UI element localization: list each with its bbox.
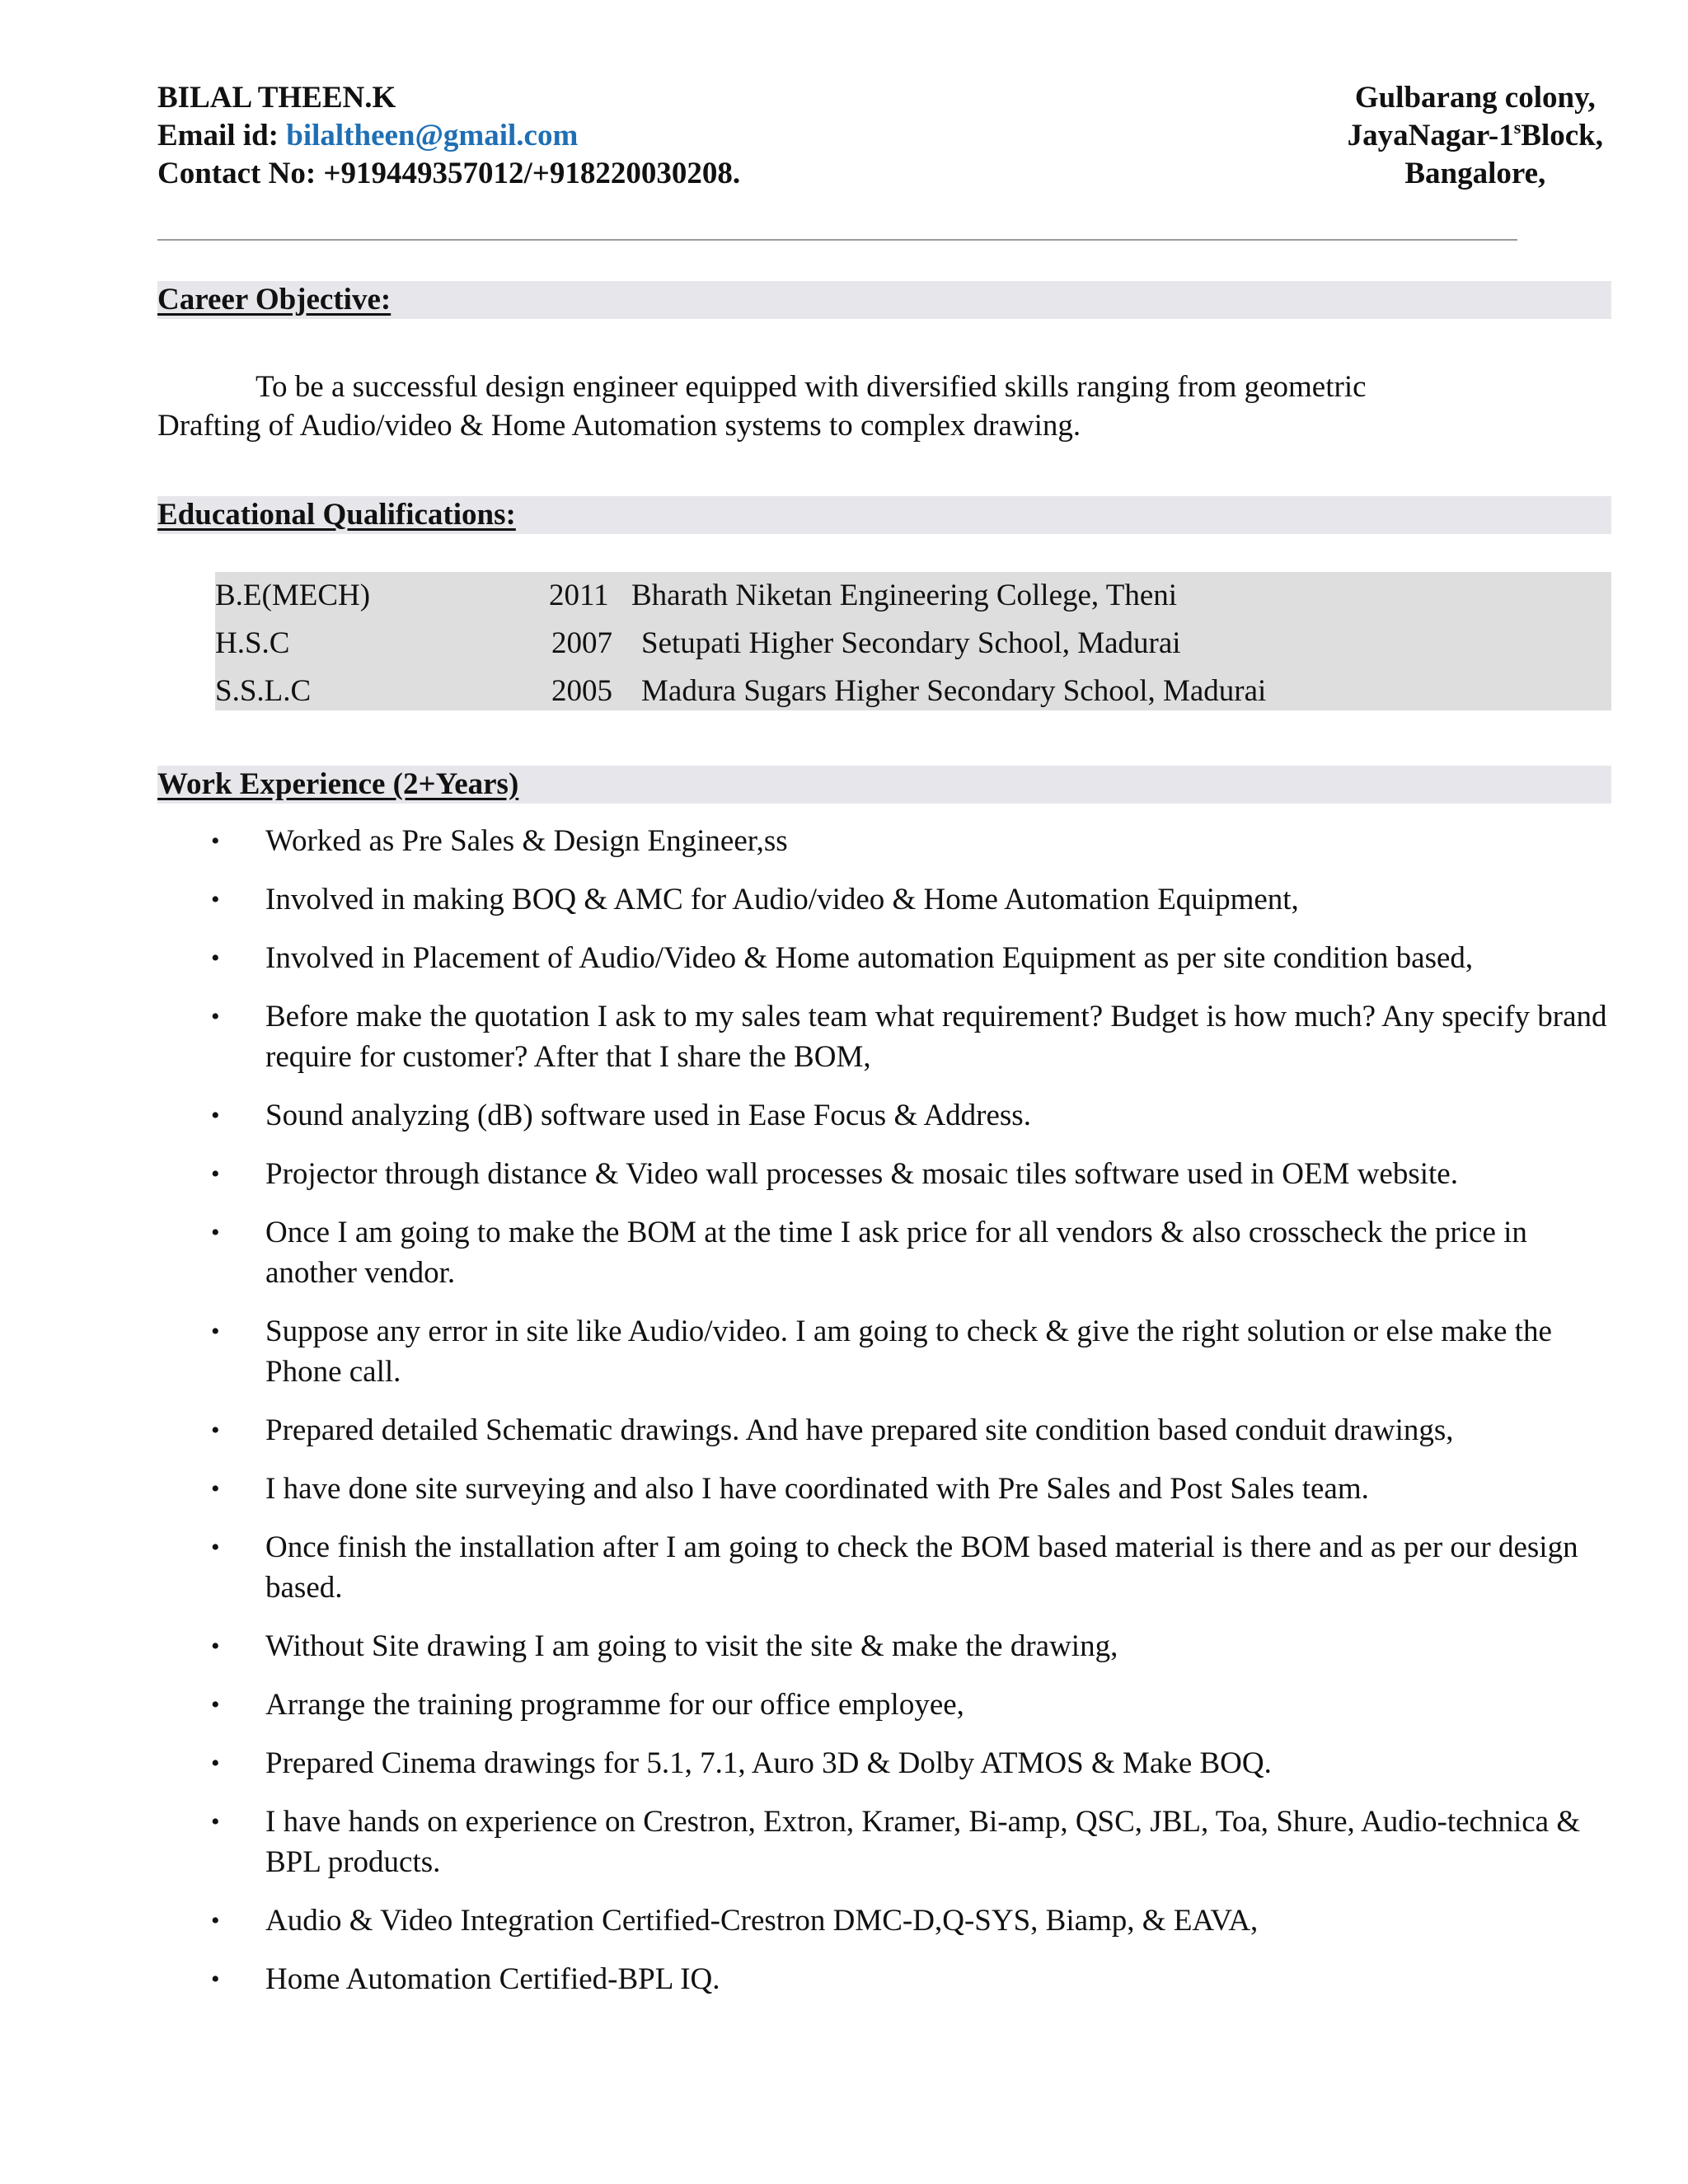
education-title: Educational Qualifications: <box>157 498 516 532</box>
list-item-text: Home Automation Certified-BPL IQ. <box>265 1962 720 1996</box>
address-line-2-text: JayaNagar-1 <box>1347 119 1514 152</box>
address-line-2 <box>1348 117 1603 155</box>
bullet-icon: • <box>211 1808 220 1835</box>
bullet-icon: • <box>211 1417 220 1444</box>
list-item <box>157 1095 1608 1136</box>
education-table <box>215 572 1611 710</box>
email-label: Email id: <box>157 119 287 152</box>
address-line-2-block: Block, <box>1521 119 1603 152</box>
degree: H.S.C <box>215 626 290 660</box>
list-item-text: I have hands on experience on Crestron, Extron, Kramer, Bi-amp, QSC, JBL, Toa, Shure, Audio-technica & BPL products. <box>265 1805 1581 1879</box>
bullet-icon: • <box>211 1691 220 1718</box>
list-item <box>157 1410 1608 1451</box>
list-item-text: Prepared detailed Schematic drawings. And have prepared site condition based conduit drawings, <box>265 1413 1454 1447</box>
list-item-text: Involved in making BOQ & AMC for Audio/video & Home Automation Equipment, <box>265 883 1299 916</box>
work-experience-list <box>157 821 1608 2018</box>
list-item <box>157 1469 1608 1509</box>
list-item <box>157 1311 1608 1392</box>
degree: S.S.L.C <box>215 674 312 708</box>
bullet-icon: • <box>211 1750 220 1777</box>
bullet-icon: • <box>211 886 220 913</box>
list-item <box>157 996 1608 1077</box>
list-item <box>157 1527 1608 1608</box>
list-item <box>157 1212 1608 1293</box>
list-item-text: Involved in Placement of Audio/Video & Home automation Equipment as per site condition based, <box>265 941 1474 975</box>
address-block <box>1348 79 1603 193</box>
list-item-text: Arrange the training programme for our office employee, <box>265 1688 964 1722</box>
year: 2011 <box>549 579 609 612</box>
header-divider <box>157 239 1517 241</box>
work-experience-title: Work Experience (2+Years) <box>157 767 519 801</box>
list-item <box>157 938 1608 978</box>
year: 2005 <box>551 674 612 708</box>
bullet-icon: • <box>211 1534 220 1561</box>
list-item <box>157 1626 1608 1666</box>
bullet-icon: • <box>211 1966 220 1993</box>
bullet-icon: • <box>211 1907 220 1934</box>
list-item-text: Once finish the installation after I am going to check the BOM based material is there and as per our design based. <box>265 1530 1578 1605</box>
list-item <box>157 1802 1608 1882</box>
education-heading <box>157 496 1611 534</box>
institution: Madura Sugars Higher Secondary School, Madurai <box>641 674 1267 708</box>
bullet-icon: • <box>211 1633 220 1660</box>
list-item-text: Worked as Pre Sales & Design Engineer,ss <box>265 824 788 858</box>
bullet-icon: • <box>211 1003 220 1030</box>
bullet-icon: • <box>211 1160 220 1188</box>
address-line-2-sup: s <box>1513 117 1522 138</box>
address-line-1: Gulbarang colony, <box>1354 81 1596 115</box>
bullet-icon: • <box>211 1318 220 1345</box>
candidate-name: BILAL THEEN.K <box>157 81 396 115</box>
list-item-text: Once I am going to make the BOM at the time I ask price for all vendors & also crosscheck the price in another vendor. <box>265 1216 1527 1290</box>
contact-number: Contact No: +919449357012/+918220030208. <box>157 157 741 190</box>
list-item-text: Suppose any error in site like Audio/video. I am going to check & give the right solution or else make the Phone call. <box>265 1315 1552 1389</box>
list-item-text: I have done site surveying and also I have coordinated with Pre Sales and Post Sales team. <box>265 1472 1369 1506</box>
year: 2007 <box>551 626 612 660</box>
list-item <box>157 1743 1608 1783</box>
bullet-icon: • <box>211 1102 220 1129</box>
list-item <box>157 1154 1608 1194</box>
list-item-text: Audio & Video Integration Certified-Crestron DMC-D,Q-SYS, Biamp, & EAVA, <box>265 1904 1259 1938</box>
institution: Bharath Niketan Engineering College, Theni <box>631 579 1178 612</box>
list-item-text: Sound analyzing (dB) software used in Ease Focus & Address. <box>265 1099 1031 1132</box>
list-item-text: Before make the quotation I ask to my sales team what requirement? Budget is how much? Any specify brand require for customer? After that I share the BOM, <box>265 1000 1607 1074</box>
work-experience-heading <box>157 766 1611 804</box>
objective-paragraph: To be a successful design engineer equipped with diversified skills ranging from geometric Drafting of Audio/video & Home Automation systems to complex drawing. <box>157 370 1367 443</box>
bullet-icon: • <box>211 944 220 972</box>
bullet-icon: • <box>211 1219 220 1246</box>
list-item-text: Without Site drawing I am going to visit the site & make the drawing, <box>265 1629 1118 1663</box>
bullet-icon: • <box>211 1475 220 1502</box>
list-item-text: Prepared Cinema drawings for 5.1, 7.1, Auro 3D & Dolby ATMOS & Make BOQ. <box>265 1746 1272 1780</box>
list-item <box>157 879 1608 920</box>
institution: Setupati Higher Secondary School, Madurai <box>641 626 1181 660</box>
list-item-text: Projector through distance & Video wall processes & mosaic tiles software used in OEM website. <box>265 1157 1458 1191</box>
career-objective-title: Career Objective: <box>157 283 392 316</box>
list-item <box>157 1900 1608 1941</box>
list-item <box>157 1959 1608 1999</box>
degree: B.E(MECH) <box>215 579 371 612</box>
address-line-3: Bangalore, <box>1404 157 1546 190</box>
email-link[interactable]: bilaltheen@gmail.com <box>286 119 579 152</box>
career-objective-text <box>157 368 1377 445</box>
contact-block <box>157 79 740 193</box>
list-item <box>157 1685 1608 1725</box>
list-item <box>157 821 1608 861</box>
bullet-icon: • <box>211 827 220 855</box>
email-line <box>157 117 740 155</box>
career-objective-heading <box>157 281 1611 319</box>
